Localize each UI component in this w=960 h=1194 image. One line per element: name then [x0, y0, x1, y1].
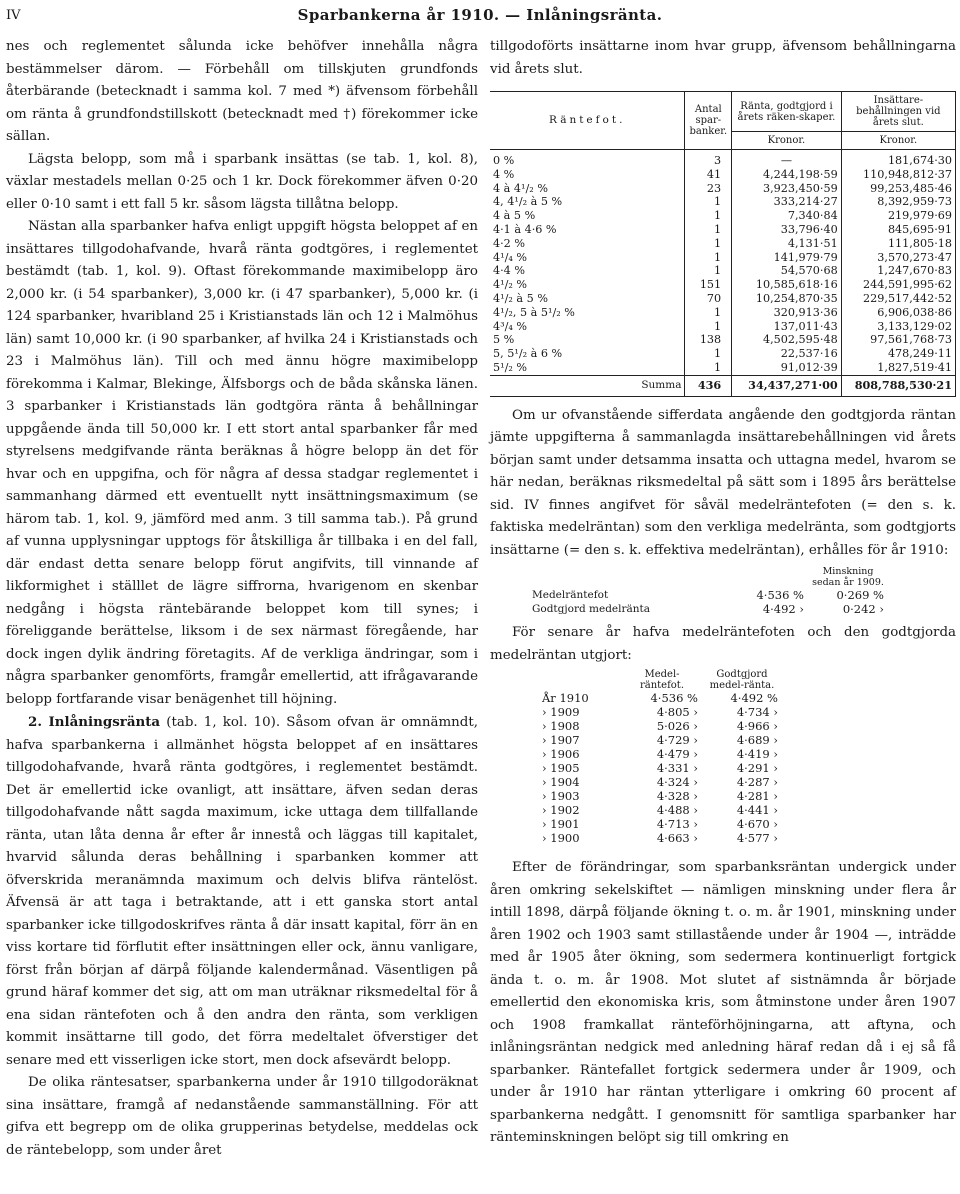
- year-label: › 1903: [542, 789, 580, 804]
- row-count: 41: [685, 168, 732, 182]
- row-count: 1: [685, 237, 732, 251]
- sum-label: Summa: [490, 375, 685, 396]
- year-label: › 1907: [542, 733, 580, 748]
- paragraph-riksmedeltal: Om ur ofvanstående sifferdata angående den godtgjorda räntan jämte uppgifterna å sammanlagda insättarebehållningen vid årets början samt under detsamma insatta och uttagna medel, hvarom se här nedan, beräknas riksmedeltal på sätt som i 1895 års berättelse sid. IV finnes angifvet för såväl medelräntefoten (= den s. k. faktiska medelräntan) som den verkliga medelränta, som godtgjorts insättarne (= den s. k. effektiva medelräntan), erhålles för år 1910:: [490, 407, 956, 558]
- paragraph-grundfond: nes och reglementet sålunda icke behöfver innehålla några bestämmelser därom. — Förbehåll om tillskjuten grundfonds återbärande (betecknadt i samma kol. 7 med *) äfvensom förbehåll om ränta å grundfondstillskott (betecknadt med †) förekommer icke sällan.: [6, 39, 478, 144]
- rate-table-row: [490, 182, 956, 196]
- rate-table-row: [490, 150, 956, 168]
- right-column: [490, 36, 956, 1150]
- row-rate: 5¹/₂ %: [490, 361, 685, 375]
- rate-table-unit: Kronor.: [732, 132, 842, 150]
- row-holdings: 8,392,959·73: [841, 195, 955, 209]
- years-table-row: [542, 705, 782, 719]
- row-rate: 4¹/₂ %: [490, 278, 685, 292]
- year-godtgjord: 4·419 ›: [736, 747, 778, 762]
- year-label: › 1904: [542, 775, 580, 790]
- row-holdings: 1,827,519·41: [841, 361, 955, 375]
- row-holdings: 6,906,038·86: [841, 306, 955, 320]
- row-count: 151: [685, 278, 732, 292]
- year-godtgjord: 4·734 ›: [736, 705, 778, 720]
- row-interest: 7,340·84: [732, 209, 842, 223]
- year-medelrantefot: 4·488 ›: [656, 803, 698, 818]
- years-table-row: [542, 691, 782, 705]
- row-rate: 5, 5¹/₂ à 6 %: [490, 347, 685, 361]
- year-medelrantefot: 4·479 ›: [656, 747, 698, 762]
- rate-table-header-interest: Ränta, godtgjord i årets räken-skaper.: [732, 92, 842, 132]
- row-holdings: 845,695·91: [841, 223, 955, 237]
- row-interest: 54,570·68: [732, 264, 842, 278]
- year-label: › 1908: [542, 719, 580, 734]
- row-interest: 10,585,618·16: [732, 278, 842, 292]
- rate-table-sum-row: [490, 375, 956, 396]
- row-count: 138: [685, 333, 732, 347]
- sum-holdings: 808,788,530·21: [841, 375, 955, 396]
- paragraph-hogsta-belopp: Nästan alla sparbanker hafva enligt uppgift högsta beloppet af en insättares tillgodohafvande, hvarå ränta godtgöres, i reglementet bestämdt (tab. 1, kol. 9). Oftast förekommande maximibelopp äro 2,000 kr. (i 54 sparbanker), 3,000 kr. (i 47 sparbanker), 5,000 kr. (i 124 sparbanker, hvaribland 25 i Kristianstads län och 12 i Malmöhus län) samt 10,000 kr. (i 90 sparbanker, af hvilka 24 i Kristianstads och 23 i Malmöhus län). Till och med ännu högre maximibelopp förekomma i Kalmar, Blekinge, Älfsborgs och de båda skånska länen. 3 sparbanker i Kristianstads län godtgöra ränta å behållningar uppgående ända till 50,000 kr. I ett stort antal sparbanker får med styrelsens medgifvande ränta beräknas å högre belopp än det för hvar och en uppgifna, och för några af dessa stadgar reglementet i sammanhang därmed ett eventuellt nytt insättningsmaximum (se härom tab. 1, kol. 9, jämförd med anm. 3 till samma tab.). På grund af vunna upplysningar upptogs för åtskilliga år tillbaka i en del fall, där endast detta senare belopp förut angifvits, till vinnande af likformighet i ställlet de lägre siffrorna, hvarigenom en skenbar nedgång i högsta räntebärande beloppet kom till synes; i föreliggande berättelse, liksom i de sex närmast föregående, har dock ingen dylik ändring företagits. Af de verkliga ändringar, som i några sparbanker genomförts, framgår emellertid, att ifrågavarande belopp fortfarande visar benägenhet till höjning.: [6, 219, 478, 707]
- row-rate: 4 à 5 %: [490, 209, 685, 223]
- page-title: Sparbankerna år 1910. — Inlåningsränta.: [297, 6, 663, 24]
- row-holdings: 244,591,995·62: [841, 278, 955, 292]
- row-interest: 33,796·40: [732, 223, 842, 237]
- row-interest: 320,913·36: [732, 306, 842, 320]
- rate-table-row: [490, 361, 956, 375]
- row-count: 1: [685, 223, 732, 237]
- paragraph-forandringar: Efter de förändringar, som sparbanksräntan undergick under åren omkring sekelskiftet — nämligen minskning under flera år intill 1898, därpå följande ökning t. o. m. år 1901, minskning under åren 1902 och 1903 samt stillastående under år 1904 —, inträdde med år 1905 åter ökning, som sedermera kontinuerligt fortgick ända t. o. m. år 1908. Mot slutet af sistnämnda år började emellertid den ekonomiska kris, som åtminstone under åren 1907 och 1908 framkallat ränteförhöjningarna, att aftyna, och inlåningsräntan nedgick med anledning häraf redan då i ej så få sparbanker. Räntefallet fortgick sedermera under år 1909, och under år 1910 har räntan ytterligare i omkring 60 procent af sparbankerna nedgått. I genomsnitt för samtliga sparbanker har ränteminskningen belöpt sig till omkring en: [490, 860, 956, 1146]
- row-interest: 137,011·43: [732, 320, 842, 334]
- paragraph-lagsta-belopp: Lägsta belopp, som må i sparbank insättas (se tab. 1, kol. 8), växlar mestadels mellan 0·25 och 1 kr. Dock förekommer äfven 0·20 eller 0·10 samt i ett fall 5 kr. såsom lägsta tillåtna belopp.: [6, 151, 478, 212]
- row-rate: 4 %: [490, 168, 685, 182]
- avg-label: Medelräntefot: [532, 589, 609, 602]
- year-godtgjord: 4·966 ›: [736, 719, 778, 734]
- row-holdings: 219,979·69: [841, 209, 955, 223]
- year-medelrantefot: 4·729 ›: [656, 733, 698, 748]
- year-godtgjord: 4·281 ›: [736, 789, 778, 804]
- year-medelrantefot: 4·331 ›: [656, 761, 698, 776]
- row-rate: 4·4 %: [490, 264, 685, 278]
- row-interest: 4,502,595·48: [732, 333, 842, 347]
- row-holdings: 111,805·18: [841, 237, 955, 251]
- rate-table-row: [490, 306, 956, 320]
- row-holdings: 229,517,442·52: [841, 292, 955, 306]
- years-table-body: [542, 691, 782, 845]
- row-rate: 4 à 4¹/₂ %: [490, 182, 685, 196]
- rate-table-row: [490, 347, 956, 361]
- years-table: [542, 669, 782, 845]
- row-holdings: 3,133,129·02: [841, 320, 955, 334]
- row-rate: 4·1 à 4·6 %: [490, 223, 685, 237]
- row-rate: 4¹/₂ à 5 %: [490, 292, 685, 306]
- avg-value: 4·492 ›: [762, 602, 804, 617]
- rate-table-row: [490, 223, 956, 237]
- paragraph-inlaningsranta: [6, 711, 478, 1072]
- page-number: IV: [6, 8, 21, 23]
- years-table-row: [542, 747, 782, 761]
- row-holdings: 97,561,768·73: [841, 333, 955, 347]
- section-heading: 2. Inlåningsränta: [28, 714, 161, 730]
- row-count: 1: [685, 251, 732, 265]
- row-holdings: 110,948,812·37: [841, 168, 955, 182]
- year-medelrantefot: 4·536 %: [650, 691, 698, 706]
- avg-value: 4·536 %: [756, 588, 804, 603]
- row-holdings: 478,249·11: [841, 347, 955, 361]
- year-label: › 1905: [542, 761, 580, 776]
- rate-table: [490, 91, 956, 397]
- sum-count: 436: [685, 375, 732, 396]
- rate-table-row: [490, 209, 956, 223]
- year-godtgjord: 4·441 ›: [736, 803, 778, 818]
- row-count: 1: [685, 209, 732, 223]
- rate-table-unit: Kronor.: [841, 132, 955, 150]
- rate-table-row: [490, 320, 956, 334]
- rate-table-header-count: Antal spar-banker.: [685, 92, 732, 150]
- year-medelrantefot: 4·663 ›: [656, 831, 698, 846]
- row-count: 1: [685, 306, 732, 320]
- year-godtgjord: 4·492 %: [730, 691, 778, 706]
- year-medelrantefot: 4·328 ›: [656, 789, 698, 804]
- average-table-header: Minskning sedan år 1909.: [812, 566, 884, 589]
- page-header: [6, 6, 954, 28]
- years-table-row: [542, 831, 782, 845]
- paragraph-inlaningsranta-text: (tab. 1, kol. 10). Såsom ofvan är omnämndt, hafva sparbankerna i allmänhet högsta beloppet af en insättares tillgodohafvande, hvarå ränta godtgöres, i reglementet bestämdt. Det är emellertid icke ovanligt, att insättare, äfven sedan deras tillgodohafvande nått sagda maximum, icke uttaga dem tillfallande ränta, utan låta denna år efter år innestå och läggas till kapitalet, hvarvid sålunda deras behållning i sparbanken kommer att öfverskrida meranämnda maximum och delvis blifva räntelöst. Äfvensä är att taga i betraktande, att i ett ganska stort antal sparbanker icke tillgodoskrifves ränta å där insatt kapital, förr än en viss kortare tid förflutit efter insättningen eller ock, ännu vanligare, först från början af därpå följande kalendermånad. Väsentligen på grund häraf kommer det sig, att om man uträknar riksmedeltal för å ena sidan räntefoten och å den andra den ränta, som verkligen kommit insättarne till godo, det förra medeltalet öfverstiger det senare med ett visserligen icke stort, men dock afsevärdt belopp.: [6, 715, 478, 1068]
- rate-table-header-rate: Räntefot.: [490, 92, 685, 150]
- row-interest: 4,244,198·59: [732, 168, 842, 182]
- row-rate: 0 %: [490, 150, 685, 168]
- row-interest: 141,979·79: [732, 251, 842, 265]
- year-label: År 1910: [542, 691, 589, 706]
- row-interest: 91,012·39: [732, 361, 842, 375]
- year-label: › 1901: [542, 817, 580, 832]
- years-table-row: [542, 803, 782, 817]
- rate-table-header-holdings: Insättare-behållningen vid årets slut.: [841, 92, 955, 132]
- average-table-row: [528, 602, 888, 616]
- row-interest: —: [732, 150, 842, 168]
- row-count: 70: [685, 292, 732, 306]
- year-label: › 1902: [542, 803, 580, 818]
- row-interest: 4,131·51: [732, 237, 842, 251]
- year-medelrantefot: 4·805 ›: [656, 705, 698, 720]
- year-medelrantefot: 4·324 ›: [656, 775, 698, 790]
- years-table-header-medelrantefot: Medel-räntefot.: [639, 669, 685, 692]
- rate-table-row: [490, 237, 956, 251]
- years-table-row: [542, 775, 782, 789]
- avg-change: 0·242 ›: [842, 602, 884, 617]
- years-table-row: [542, 789, 782, 803]
- row-rate: 4¹/₄ %: [490, 251, 685, 265]
- average-table: [528, 566, 888, 616]
- row-rate: 4¹/₂, 5 à 5¹/₂ %: [490, 306, 685, 320]
- row-count: 3: [685, 150, 732, 168]
- paragraph-behallningar: tillgodoförts insättarne inom hvar grupp, äfvensom behållningarna vid årets slut.: [490, 39, 956, 77]
- rate-table-row: [490, 278, 956, 292]
- year-godtgjord: 4·670 ›: [736, 817, 778, 832]
- year-godtgjord: 4·291 ›: [736, 761, 778, 776]
- row-interest: 22,537·16: [732, 347, 842, 361]
- paragraph-rantesatser: De olika räntesatser, sparbankerna under år 1910 tillgodoräknat sina insättare, framgå af nedanstående sammanställning. För att gifva ett begrepp om de olika grupperinas betydelse, meddelas ock de räntebelopp, som under året: [6, 1075, 478, 1158]
- average-table-body: [528, 588, 888, 616]
- row-interest: 10,254,870·35: [732, 292, 842, 306]
- row-interest: 333,214·27: [732, 195, 842, 209]
- year-label: › 1906: [542, 747, 580, 762]
- years-table-header-godtgjord: Godtgjord medel-ränta.: [709, 669, 775, 692]
- row-holdings: 1,247,670·83: [841, 264, 955, 278]
- row-holdings: 99,253,485·46: [841, 182, 955, 196]
- row-count: 1: [685, 361, 732, 375]
- rate-table-row: [490, 292, 956, 306]
- average-table-row: [528, 588, 888, 602]
- row-count: 1: [685, 195, 732, 209]
- row-rate: 5 %: [490, 333, 685, 347]
- year-label: › 1900: [542, 831, 580, 846]
- row-rate: 4·2 %: [490, 237, 685, 251]
- row-count: 1: [685, 320, 732, 334]
- row-count: 1: [685, 347, 732, 361]
- paragraph-senare-ar: För senare år hafva medelräntefoten och den godtgjorda medelräntan utgjort:: [490, 625, 956, 663]
- years-table-row: [542, 733, 782, 747]
- rate-table-row: [490, 251, 956, 265]
- years-table-row: [542, 761, 782, 775]
- row-rate: 4³/₄ %: [490, 320, 685, 334]
- rate-table-row: [490, 333, 956, 347]
- rate-table-body: [490, 150, 956, 376]
- row-count: 1: [685, 264, 732, 278]
- years-table-row: [542, 719, 782, 733]
- year-godtgjord: 4·577 ›: [736, 831, 778, 846]
- rate-table-row: [490, 195, 956, 209]
- year-godtgjord: 4·287 ›: [736, 775, 778, 790]
- year-medelrantefot: 5·026 ›: [656, 719, 698, 734]
- row-holdings: 181,674·30: [841, 150, 955, 168]
- sum-interest: 34,437,271·00: [732, 375, 842, 396]
- row-holdings: 3,570,273·47: [841, 251, 955, 265]
- rate-table-row: [490, 264, 956, 278]
- year-godtgjord: 4·689 ›: [736, 733, 778, 748]
- rate-table-row: [490, 168, 956, 182]
- avg-label: Godtgjord medelränta: [532, 603, 651, 616]
- years-table-row: [542, 817, 782, 831]
- year-label: › 1909: [542, 705, 580, 720]
- year-medelrantefot: 4·713 ›: [656, 817, 698, 832]
- row-rate: 4, 4¹/₂ à 5 %: [490, 195, 685, 209]
- avg-change: 0·269 %: [836, 588, 884, 603]
- left-column: [6, 36, 478, 1162]
- row-interest: 3,923,450·59: [732, 182, 842, 196]
- row-count: 23: [685, 182, 732, 196]
